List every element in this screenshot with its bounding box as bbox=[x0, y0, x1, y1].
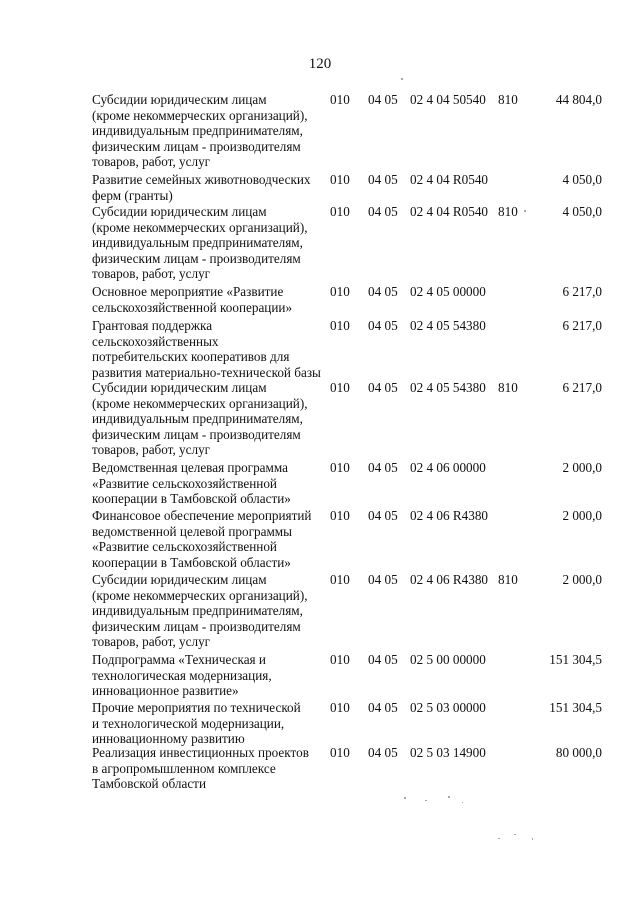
amount: 6 217,0 bbox=[562, 318, 602, 333]
row-name bbox=[92, 700, 324, 747]
amount: 6 217,0 bbox=[562, 380, 602, 395]
row-name-line: и технологической модернизации, bbox=[92, 715, 285, 731]
target-code: 02 4 05 54380 bbox=[410, 318, 486, 333]
admin-code: 010 bbox=[330, 572, 350, 587]
row-name-line: потребительских кооперативов для bbox=[92, 349, 290, 365]
section-code: 04 05 bbox=[368, 318, 398, 333]
row-name-line: технологическая модернизация, bbox=[92, 667, 272, 683]
row-name-line: «Развитие сельскохозяйственной bbox=[92, 539, 277, 555]
target-code: 02 4 04 R0540 bbox=[410, 204, 489, 219]
target-code: 02 4 06 R4380 bbox=[410, 572, 489, 587]
row-name-line: физическим лицам - производителям bbox=[92, 426, 301, 442]
row-name-line: Прочие мероприятия по технической bbox=[92, 700, 301, 715]
section-code: 04 05 bbox=[368, 460, 398, 475]
scan-speck bbox=[524, 210, 526, 212]
row-name-line: сельскохозяйственной кооперации» bbox=[92, 299, 293, 315]
admin-code: 010 bbox=[330, 652, 350, 667]
scan-speck bbox=[532, 838, 533, 840]
target-code: 02 5 00 00000 bbox=[410, 652, 486, 667]
amount: 4 050,0 bbox=[562, 204, 602, 219]
row-name-line: (кроме некоммерческих организаций), bbox=[92, 219, 308, 235]
row-name-line: кооперации в Тамбовской области» bbox=[92, 491, 291, 507]
expense-code: 810 bbox=[498, 204, 518, 219]
admin-code: 010 bbox=[330, 92, 350, 107]
amount: 6 217,0 bbox=[562, 284, 602, 299]
amount: 2 000,0 bbox=[562, 572, 602, 587]
row-name bbox=[92, 745, 324, 792]
amount: 151 304,5 bbox=[549, 652, 602, 667]
row-name-line: сельскохозяйственных bbox=[92, 333, 219, 349]
row-name-line: (кроме некоммерческих организаций), bbox=[92, 107, 308, 123]
row-name bbox=[92, 92, 324, 170]
section-code: 04 05 bbox=[368, 572, 398, 587]
row-name-line: индивидуальным предпринимателям, bbox=[92, 603, 303, 619]
row-name-line: товаров, работ, услуг bbox=[92, 442, 211, 458]
row-name-line: в агропромышленном комплексе bbox=[92, 760, 276, 776]
section-code: 04 05 bbox=[368, 652, 398, 667]
admin-code: 010 bbox=[330, 284, 350, 299]
section-code: 04 05 bbox=[368, 92, 398, 107]
scan-speck bbox=[404, 797, 406, 799]
section-code: 04 05 bbox=[368, 284, 398, 299]
row-name-line: Грантовая поддержка bbox=[92, 318, 213, 333]
row-name bbox=[92, 572, 324, 650]
admin-code: 010 bbox=[330, 204, 350, 219]
row-name-line: Субсидии юридическим лицам bbox=[92, 204, 267, 219]
target-code: 02 4 06 00000 bbox=[410, 460, 486, 475]
row-name-line: (кроме некоммерческих организаций), bbox=[92, 395, 308, 411]
admin-code: 010 bbox=[330, 700, 350, 715]
row-name-line: физическим лицам - производителям bbox=[92, 618, 301, 634]
row-name-line: Субсидии юридическим лицам bbox=[92, 92, 267, 107]
row-name bbox=[92, 172, 324, 203]
target-code: 02 5 03 14900 bbox=[410, 745, 486, 760]
section-code: 04 05 bbox=[368, 172, 398, 187]
row-name bbox=[92, 318, 324, 380]
row-name-line: индивидуальным предпринимателям, bbox=[92, 411, 303, 427]
target-code: 02 4 04 R0540 bbox=[410, 172, 489, 187]
row-name-line: ведомственной целевой программы bbox=[92, 523, 292, 539]
row-name-line: товаров, работ, услуг bbox=[92, 634, 211, 650]
section-code: 04 05 bbox=[368, 508, 398, 523]
target-code: 02 4 06 R4380 bbox=[410, 508, 489, 523]
section-code: 04 05 bbox=[368, 380, 398, 395]
row-name bbox=[92, 652, 324, 699]
row-name-line: Субсидии юридическим лицам bbox=[92, 380, 267, 395]
row-name-line: Финансовое обеспечение мероприятий bbox=[92, 508, 312, 523]
target-code: 02 4 05 00000 bbox=[410, 284, 486, 299]
row-name-line: инновационное развитие» bbox=[92, 683, 239, 699]
admin-code: 010 bbox=[330, 172, 350, 187]
admin-code: 010 bbox=[330, 745, 350, 760]
row-name-line: ферм (гранты) bbox=[92, 187, 173, 203]
row-name-line: Ведомственная целевая программа bbox=[92, 460, 288, 475]
admin-code: 010 bbox=[330, 508, 350, 523]
row-name-line: Реализация инвестиционных проектов bbox=[92, 745, 309, 760]
row-name-line: физическим лицам - производителям bbox=[92, 250, 301, 266]
row-name-line: «Развитие сельскохозяйственной bbox=[92, 475, 277, 491]
row-name-line: Субсидии юридическим лицам bbox=[92, 572, 267, 587]
row-name bbox=[92, 284, 324, 315]
scan-speck bbox=[425, 800, 427, 801]
admin-code: 010 bbox=[330, 460, 350, 475]
row-name bbox=[92, 380, 324, 458]
expense-code: 810 bbox=[498, 92, 518, 107]
row-name-line: Подпрограмма «Техническая и bbox=[92, 652, 266, 667]
amount: 80 000,0 bbox=[555, 745, 602, 760]
row-name-line: индивидуальным предпринимателям, bbox=[92, 123, 303, 139]
row-name-line: товаров, работ, услуг bbox=[92, 266, 211, 282]
amount: 151 304,5 bbox=[549, 700, 602, 715]
amount: 2 000,0 bbox=[562, 460, 602, 475]
section-code: 04 05 bbox=[368, 745, 398, 760]
target-code: 02 5 03 00000 bbox=[410, 700, 486, 715]
scan-speck bbox=[514, 834, 516, 835]
admin-code: 010 bbox=[330, 380, 350, 395]
row-name-line: (кроме некоммерческих организаций), bbox=[92, 587, 308, 603]
section-code: 04 05 bbox=[368, 700, 398, 715]
scan-speck bbox=[498, 838, 500, 839]
scan-speck bbox=[448, 796, 450, 798]
scan-speck bbox=[462, 802, 463, 803]
row-name bbox=[92, 460, 324, 507]
row-name bbox=[92, 508, 324, 570]
row-name-line: Основное мероприятие «Развитие bbox=[92, 284, 284, 299]
row-name bbox=[92, 204, 324, 282]
row-name-line: инновационному развитию bbox=[92, 731, 245, 747]
row-name-line: Тамбовской области bbox=[92, 776, 206, 792]
amount: 4 050,0 bbox=[562, 172, 602, 187]
admin-code: 010 bbox=[330, 318, 350, 333]
section-code: 04 05 bbox=[368, 204, 398, 219]
amount: 2 000,0 bbox=[562, 508, 602, 523]
expense-code: 810 bbox=[498, 572, 518, 587]
scan-speck bbox=[401, 78, 403, 80]
target-code: 02 4 04 50540 bbox=[410, 92, 486, 107]
row-name-line: индивидуальным предпринимателям, bbox=[92, 235, 303, 251]
row-name-line: кооперации в Тамбовской области» bbox=[92, 554, 291, 570]
row-name-line: Развитие семейных животноводческих bbox=[92, 172, 311, 187]
amount: 44 804,0 bbox=[555, 92, 602, 107]
row-name-line: развития материально-технической базы bbox=[92, 364, 321, 380]
row-name-line: физическим лицам - производителям bbox=[92, 138, 301, 154]
page-number: 120 bbox=[308, 56, 332, 72]
row-name-line: товаров, работ, услуг bbox=[92, 154, 211, 170]
expense-code: 810 bbox=[498, 380, 518, 395]
target-code: 02 4 05 54380 bbox=[410, 380, 486, 395]
